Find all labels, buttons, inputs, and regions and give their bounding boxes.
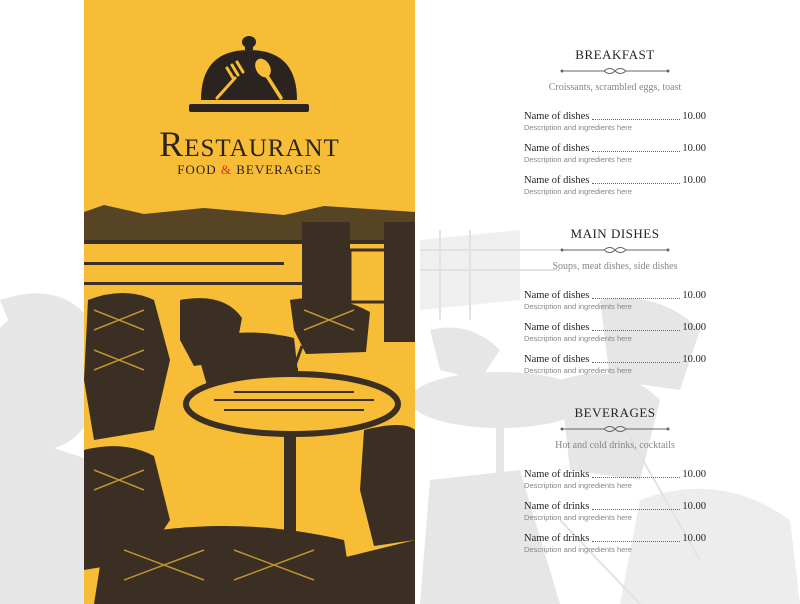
menu-item [520,532,710,564]
leader-dots [592,298,680,299]
menu-items [520,110,710,206]
item-name: Name of drinks [524,533,590,544]
item-price: 10.00 [682,354,706,365]
item-description: Description and ingredients here [524,123,632,132]
item-name: Name of dishes [524,175,590,186]
leader-dots [592,330,680,331]
brand-subtitle-part1: FOOD [177,162,221,177]
menu-items [520,468,710,564]
menu-section-breakfast [520,47,710,206]
leader-dots [592,541,680,542]
menu-item [520,174,710,206]
leader-dots [592,509,680,510]
menu-item [520,353,710,385]
flourish-ornament [560,66,670,76]
item-name: Name of dishes [524,290,590,301]
menu-item [520,289,710,321]
item-price: 10.00 [682,111,706,122]
item-price: 10.00 [682,143,706,154]
menu-item [520,142,710,174]
leader-dots [592,477,680,478]
item-description: Description and ingredients here [524,366,632,375]
section-title: BREAKFAST [575,47,655,62]
menu-section-main-dishes [520,226,710,385]
section-description: Hot and cold drinks, cocktails [555,440,675,451]
flourish-ornament [560,424,670,434]
brand-subtitle-part2: BEVERAGES [231,162,322,177]
leader-dots [592,183,680,184]
section-description: Croissants, scrambled eggs, toast [548,82,682,93]
leader-dots [592,151,680,152]
section-title: MAIN DISHES [570,226,660,241]
item-description: Description and ingredients here [524,187,632,196]
item-price: 10.00 [682,322,706,333]
item-description: Description and ingredients here [524,545,632,554]
item-name: Name of dishes [524,354,590,365]
menu-item [520,468,710,500]
item-description: Description and ingredients here [524,513,632,522]
brand-title: Restaurant [159,124,340,164]
leader-dots [592,119,680,120]
brand-subtitle [84,162,415,178]
item-price: 10.00 [682,290,706,301]
item-price: 10.00 [682,501,706,512]
item-name: Name of drinks [524,501,590,512]
item-description: Description and ingredients here [524,334,632,343]
section-title: BEVERAGES [574,405,656,420]
item-price: 10.00 [682,175,706,186]
item-description: Description and ingredients here [524,302,632,311]
flourish-ornament [560,245,670,255]
menu-item [520,110,710,142]
item-price: 10.00 [682,533,706,544]
leader-dots [592,362,680,363]
item-name: Name of dishes [524,143,590,154]
menu-items [520,289,710,385]
item-description: Description and ingredients here [524,481,632,490]
cover-panel [84,0,415,604]
item-name: Name of dishes [524,322,590,333]
cloche-fork-spoon-icon [187,34,311,116]
section-description: Soups, meat dishes, side dishes [552,261,678,272]
menu-item [520,500,710,532]
menu-section-beverages [520,405,710,564]
brand-subtitle-ampersand: & [220,162,232,177]
item-price: 10.00 [682,469,706,480]
item-description: Description and ingredients here [524,155,632,164]
menu-item [520,321,710,353]
item-name: Name of dishes [524,111,590,122]
item-name: Name of drinks [524,469,590,480]
